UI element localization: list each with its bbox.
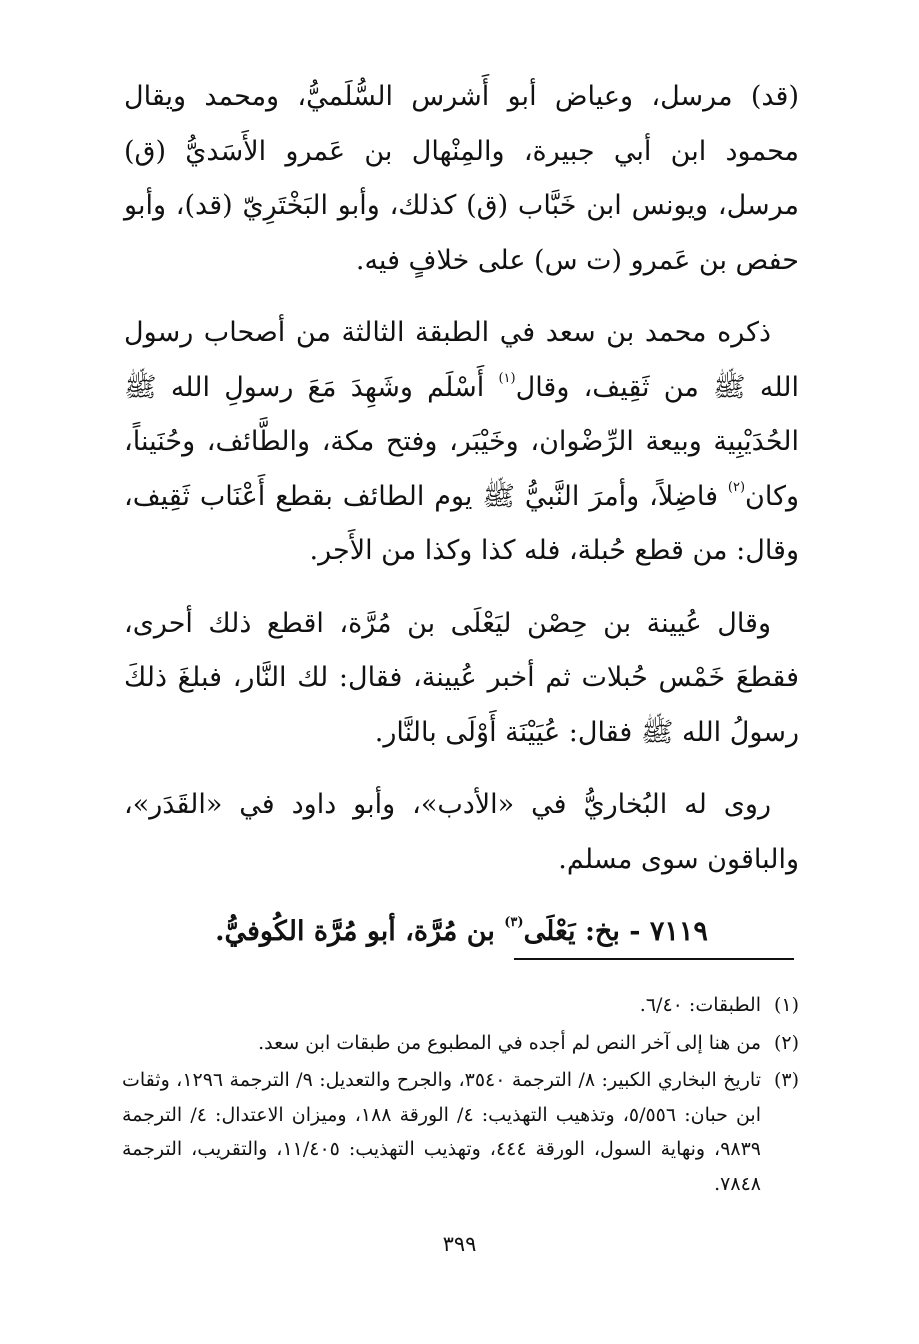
paragraph-text: روى له البُخاريُّ في «الأدب»، وأبو داود في «القَدَر»، والباقون سوى مسلم. xyxy=(124,789,799,875)
paragraph-text: ذكره محمد بن سعد في الطبقة الثالثة من أصحاب رسول الله ﷺ من ثَقِيف، وقال xyxy=(124,317,799,403)
paragraph-text: أَسْلَم وشَهِدَ مَعَ رسولِ الله ﷺ الحُدَيْبِية وبيعة الرِّضْوان، وخَيْبَر، وفتح مكة، والطَّائف، وحُنَيناً، وكان xyxy=(124,371,799,512)
footnote-text: الطبقات: ٦/٤٠. xyxy=(639,994,761,1016)
footnote-ref-2[interactable]: (٢) xyxy=(727,479,746,495)
paragraph-text: وقال عُيينة بن حِصْن ليَعْلَى بن مُرَّة، اقطع ذلك أحرى، فقطعَ خَمْس حُبلات ثم أخبر عُيينة، فقال: لك النَّار، فبلغَ ذلكَ رسولُ الله ﷺ فقال: عُيَيْنَة أَوْلَى بالنَّار. xyxy=(124,607,799,748)
footnote-text: تاريخ البخاري الكبير: ٨/ الترجمة ٣٥٤٠، والجرح والتعديل: ٩/ الترجمة ١٢٩٦، وثقات ابن حبان: ٥/٥٥٦، وتذهيب التهذيب: ٤/ الورقة ١٨٨، وميزان الاعتدال: ٤/ الترجمة ٩٨٣٩، ونهاية السول، الورقة ٤٤٤، وتهذيب التهذيب: ١١/٤٠٥، والتقريب، الترجمة ٧٨٤٨. xyxy=(122,1069,762,1195)
footnote-item xyxy=(122,1063,799,1201)
footnote-number: (١) xyxy=(773,994,799,1016)
footnote-separator xyxy=(514,958,794,960)
footnote-item xyxy=(122,1026,799,1061)
main-text-body xyxy=(124,70,799,978)
footnote-text: من هنا إلى آخر النص لم أجده في المطبوع من طبقات ابن سعد. xyxy=(258,1031,761,1054)
footnote-item xyxy=(122,988,799,1023)
paragraph-ibn-saad xyxy=(124,306,799,579)
page-number: ٣٩٩ xyxy=(442,1232,477,1256)
footnote-number: (٢) xyxy=(773,1031,799,1054)
footnote-number: (٣) xyxy=(773,1069,799,1091)
paragraph-text: (قد) مرسل، وعياض أبو أَشرس السُّلَميُّ، ومحمد ويقال محمود ابن أبي جبيرة، والمِنْهال بن عَمرو الأَسَديُّ (ق) مرسل، ويونس ابن خَبَّاب (ق) كذلك، وأبو البَخْتَرِيّ (قد)، وأبو حفص بن عَمرو (ت س) على خلافٍ فيه. xyxy=(124,81,799,276)
entry-heading-text: ٧١١٩ - بخ: يَعْلَى xyxy=(523,916,708,947)
entry-heading xyxy=(124,905,799,960)
footnote-ref-3[interactable]: (٣) xyxy=(504,915,524,930)
entry-heading-text: بن مُرَّة، أبو مُرَّة الكُوفيُّ. xyxy=(215,916,505,947)
paragraph-uyayna xyxy=(124,597,799,761)
footnotes xyxy=(122,988,799,1204)
paragraph-text: فاضِلاً، وأمرَ النَّبيُّ ﷺ يوم الطائف بقطع أَعْنَاب ثَقِيف، وقال: من قطع حُبلة، فله كذا وكذا من الأَجر. xyxy=(124,480,799,566)
footnote-ref-1[interactable]: (١) xyxy=(498,370,516,386)
paragraph-narrators xyxy=(124,778,799,887)
paragraph-continuation xyxy=(124,70,799,288)
